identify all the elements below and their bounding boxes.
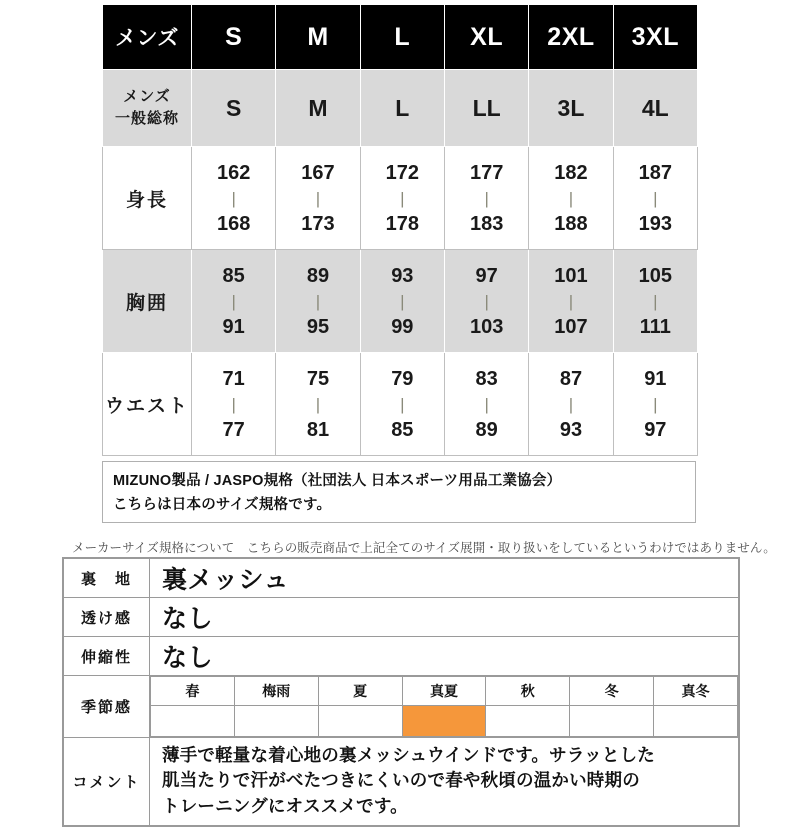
comment-line2: 肌当たりで汗がべたつきにくいので春や秋頃の温かい時期の — [162, 770, 640, 791]
season-indicator-midsummer — [402, 706, 486, 737]
range-separator-icon: | — [568, 394, 574, 414]
subheader-value-s: S — [192, 70, 276, 147]
season-indicator-midwinter — [654, 706, 738, 737]
chest-range-3xl — [613, 250, 697, 353]
height-min-s: 162 — [216, 161, 251, 184]
season-name-row — [151, 677, 738, 706]
spec-row-transparency — [63, 598, 739, 637]
height-max-xl: 183 — [469, 212, 504, 235]
spec-label-comment: コメント — [63, 738, 150, 827]
season-name-spring: 春 — [151, 677, 235, 706]
chest-min-3xl: 105 — [638, 264, 672, 287]
chest-min-l: 93 — [391, 264, 414, 287]
chest-max-3xl: 111 — [639, 315, 671, 338]
range-separator-icon: | — [315, 188, 321, 208]
subheader-value-4l: 4L — [613, 70, 697, 147]
chest-min-m: 89 — [306, 264, 330, 287]
standards-note-box — [102, 461, 696, 523]
size-chart-header-row — [103, 5, 698, 70]
waist-range-2xl — [529, 353, 613, 456]
chest-max-l: 99 — [391, 315, 414, 338]
size-chart — [102, 4, 698, 456]
height-range-m — [276, 147, 360, 250]
spec-row-lining — [63, 558, 739, 598]
season-indicator-summer — [318, 706, 402, 737]
table-row-height — [103, 147, 698, 250]
spec-label-lining: 裏 地 — [63, 558, 150, 598]
range-separator-icon: | — [315, 394, 321, 414]
height-range-l — [360, 147, 444, 250]
chest-min-2xl: 101 — [554, 264, 588, 287]
waist-range-l — [360, 353, 444, 456]
season-name-rainy: 梅雨 — [234, 677, 318, 706]
spec-label-season: 季節感 — [63, 676, 150, 738]
waist-max-3xl: 97 — [644, 418, 667, 441]
spec-table — [62, 557, 740, 827]
season-chart — [150, 676, 740, 738]
waist-range-xl — [444, 353, 528, 456]
height-min-2xl: 182 — [554, 161, 588, 184]
spec-value-transparency: なし — [150, 598, 740, 637]
range-separator-icon: | — [400, 188, 405, 208]
header-size-l: L — [360, 5, 444, 70]
waist-min-3xl: 91 — [644, 367, 667, 390]
range-separator-icon: | — [231, 291, 236, 311]
chest-max-m: 95 — [306, 315, 330, 338]
waist-max-2xl: 93 — [559, 418, 583, 441]
spec-value-stretch: なし — [150, 637, 740, 676]
header-size-s: S — [192, 5, 276, 70]
header-label-mens: メンズ — [103, 5, 192, 70]
height-min-3xl: 187 — [638, 161, 672, 184]
chest-range-2xl — [529, 250, 613, 353]
chest-range-xl — [444, 250, 528, 353]
range-separator-icon: | — [484, 291, 489, 311]
table-row-chest — [103, 250, 698, 353]
range-separator-icon: | — [484, 394, 489, 414]
spec-label-stretch: 伸縮性 — [63, 637, 150, 676]
waist-range-s — [192, 353, 276, 456]
row-label-waist: ウエスト — [103, 353, 192, 456]
waist-max-m: 81 — [306, 418, 330, 441]
subheader-value-ll: LL — [444, 70, 528, 147]
height-max-m: 173 — [301, 212, 335, 235]
subheader-value-l: L — [360, 70, 444, 147]
height-min-xl: 177 — [469, 161, 504, 184]
height-max-3xl: 193 — [638, 212, 672, 235]
range-separator-icon: | — [315, 291, 321, 311]
size-chart-body — [103, 5, 698, 456]
waist-min-xl: 83 — [475, 367, 498, 390]
range-separator-icon: | — [653, 394, 658, 414]
season-name-summer: 夏 — [318, 677, 402, 706]
spec-row-stretch — [63, 637, 739, 676]
season-name-winter: 冬 — [570, 677, 654, 706]
waist-range-m — [276, 353, 360, 456]
chest-min-s: 85 — [222, 264, 245, 287]
range-separator-icon: | — [484, 188, 489, 208]
season-indicator-winter — [570, 706, 654, 737]
chest-range-l — [360, 250, 444, 353]
standards-note-line2: こちらは日本のサイズ規格です。 — [113, 496, 332, 513]
range-separator-icon: | — [653, 188, 658, 208]
season-indicator-rainy — [234, 706, 318, 737]
range-separator-icon: | — [653, 291, 658, 311]
height-max-l: 178 — [385, 212, 419, 235]
range-separator-icon: | — [400, 291, 405, 311]
spec-row-season — [63, 676, 739, 738]
comment-line3: トレーニングにオススメです。 — [162, 795, 408, 816]
subheader-value-m: M — [276, 70, 360, 147]
product-spec-table — [62, 557, 740, 827]
waist-min-m: 75 — [306, 367, 330, 390]
waist-max-xl: 89 — [475, 418, 498, 441]
header-size-3xl: 3XL — [613, 5, 697, 70]
row-label-chest: 胸囲 — [103, 250, 192, 353]
subheader-label-line2: 一般総称 — [114, 110, 179, 127]
maker-size-disclaimer: メーカーサイズ規格について こちらの販売商品で上記全てのサイズ展開・取り扱いをしているというわけではありません。 — [72, 541, 776, 555]
waist-range-3xl — [613, 353, 697, 456]
height-max-s: 168 — [216, 212, 251, 235]
range-separator-icon: | — [400, 394, 405, 414]
waist-min-2xl: 87 — [559, 367, 583, 390]
season-name-autumn: 秋 — [486, 677, 570, 706]
height-min-m: 167 — [301, 161, 335, 184]
season-table — [150, 676, 738, 737]
subheader-label-general-name — [103, 70, 192, 147]
height-range-3xl — [613, 147, 697, 250]
waist-min-s: 71 — [222, 367, 245, 390]
row-label-height: 身長 — [103, 147, 192, 250]
height-range-xl — [444, 147, 528, 250]
season-name-midwinter: 真冬 — [654, 677, 738, 706]
height-range-s — [192, 147, 276, 250]
range-separator-icon: | — [568, 291, 574, 311]
spec-label-transparency: 透け感 — [63, 598, 150, 637]
chest-min-xl: 97 — [475, 264, 498, 287]
chest-max-xl: 103 — [469, 315, 504, 338]
height-range-2xl — [529, 147, 613, 250]
spec-row-comment — [63, 738, 739, 827]
header-size-m: M — [276, 5, 360, 70]
chest-max-2xl: 107 — [554, 315, 588, 338]
table-row-waist — [103, 353, 698, 456]
season-name-midsummer: 真夏 — [402, 677, 486, 706]
waist-max-l: 85 — [391, 418, 414, 441]
season-indicator-row — [151, 706, 738, 737]
spec-table-body — [63, 558, 739, 826]
height-max-2xl: 188 — [554, 212, 588, 235]
chest-range-m — [276, 250, 360, 353]
range-separator-icon: | — [231, 394, 236, 414]
subheader-value-3l: 3L — [529, 70, 613, 147]
header-size-2xl: 2XL — [529, 5, 613, 70]
size-chart-table — [102, 4, 698, 456]
range-separator-icon: | — [231, 188, 236, 208]
range-separator-icon: | — [568, 188, 574, 208]
chest-max-s: 91 — [222, 315, 245, 338]
chest-range-s — [192, 250, 276, 353]
season-indicator-spring — [151, 706, 235, 737]
season-indicator-autumn — [486, 706, 570, 737]
header-size-xl: XL — [444, 5, 528, 70]
standards-note-line1: MIZUNO製品 / JASPO規格（社団法人 日本スポーツ用品工業協会） — [113, 473, 562, 489]
season-table-body — [151, 677, 738, 737]
height-min-l: 172 — [385, 161, 419, 184]
subheader-label-line1: メンズ — [123, 88, 171, 106]
waist-min-l: 79 — [391, 367, 414, 390]
comment-line1: 薄手で軽量な着心地の裏メッシュウインドです。サラッとした — [162, 745, 655, 765]
spec-value-lining: 裏メッシュ — [150, 558, 740, 598]
size-chart-subheader-row — [103, 70, 698, 147]
waist-max-s: 77 — [222, 418, 245, 441]
spec-value-comment — [150, 738, 740, 827]
